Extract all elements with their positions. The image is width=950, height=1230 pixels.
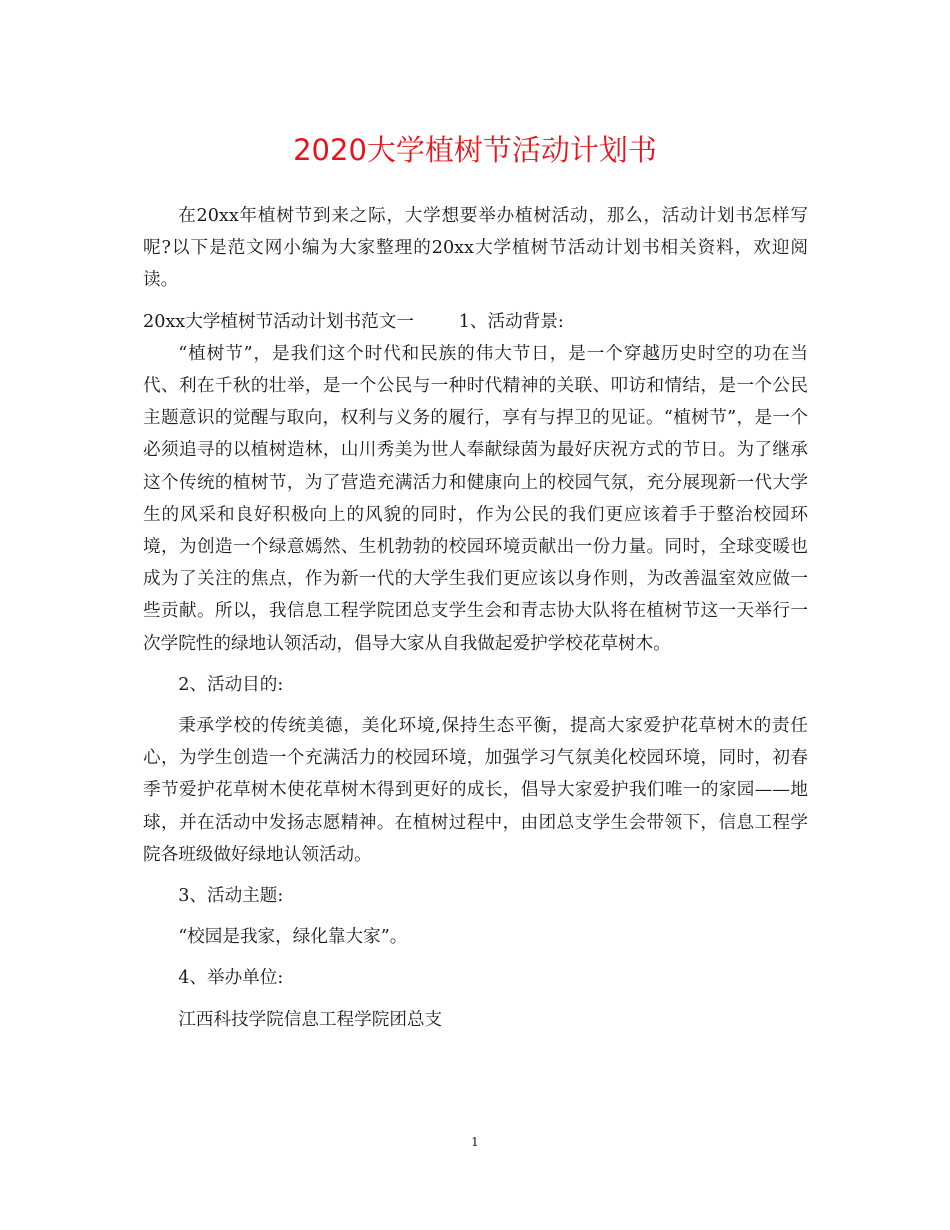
page-number: 1 <box>471 1135 479 1149</box>
background-paragraph: “植树节”，是我们这个时代和民族的伟大节日，是一个穿越历史时空的功在当代、利在千秋的壮举，是一个公民与一种时代精神的关联、叩访和情结，是一个公民主题意识的觉醒与取向，权利与义务的履行，享有与捍卫的见证。“植树节”，是一个必须追寻的以植树造林，山川秀美为世人奉献绿茵为最好庆祝方式的节日。为了继承这个传统的植树节，为了营造充满活力和健康向上的校园气氛，充分展现新一代大学生的风采和良好积极向上的风貌的同时，作为公民的我们更应该着手于整治校园环境，为创造一个绿意嫣然、生机勃勃的校园环境贡献出一份力量。同时，全球变暖也成为了关注的焦点，作为新一代的大学生我们更应该以身作则，为改善温室效应做一些贡献。所以，我信息工程学院团总支学生会和青志协大队将在植树节这一天举行一次学院性的绿地认领活动，倡导大家从自我做起爱护学校花草树木。 <box>143 343 808 654</box>
document-title: 2020大学植树节活动计划书 <box>293 133 657 167</box>
theme-heading: 3、活动主题: <box>178 886 284 907</box>
organizer-heading: 4、举办单位: <box>178 968 284 989</box>
purpose-paragraph: 秉承学校的传统美德，美化环境,保持生态平衡，提高大家爱护花草树木的责任心，为学生创造一个充满活力的校园环境，加强学习气氛美化校园环境，同时，初春季节爱护花草树木使花草树木得到更好的成长，倡导大家爱护我们唯一的家园——地球，并在活动中发扬志愿精神。在植树过程中，由团总支学生会带领下，信息工程学院各班级做好绿地认领活动。 <box>143 716 808 865</box>
intro-paragraph: 在20xx年植树节到来之际，大学想要举办植树活动，那么，活动计划书怎样写呢?以下是范文网小编为大家整理的20xx大学植树节活动计划书相关资料，欢迎阅读。 <box>143 206 808 291</box>
document-body <box>143 200 808 1036</box>
organizer-paragraph: 江西科技学院信息工程学院团总支 <box>178 1009 443 1030</box>
purpose-heading: 2、活动目的: <box>178 674 284 695</box>
subtitle-line: 20xx大学植树节活动计划书范文一 1、活动背景: <box>143 311 564 332</box>
theme-paragraph: “校园是我家，绿化靠大家”。 <box>178 927 408 948</box>
